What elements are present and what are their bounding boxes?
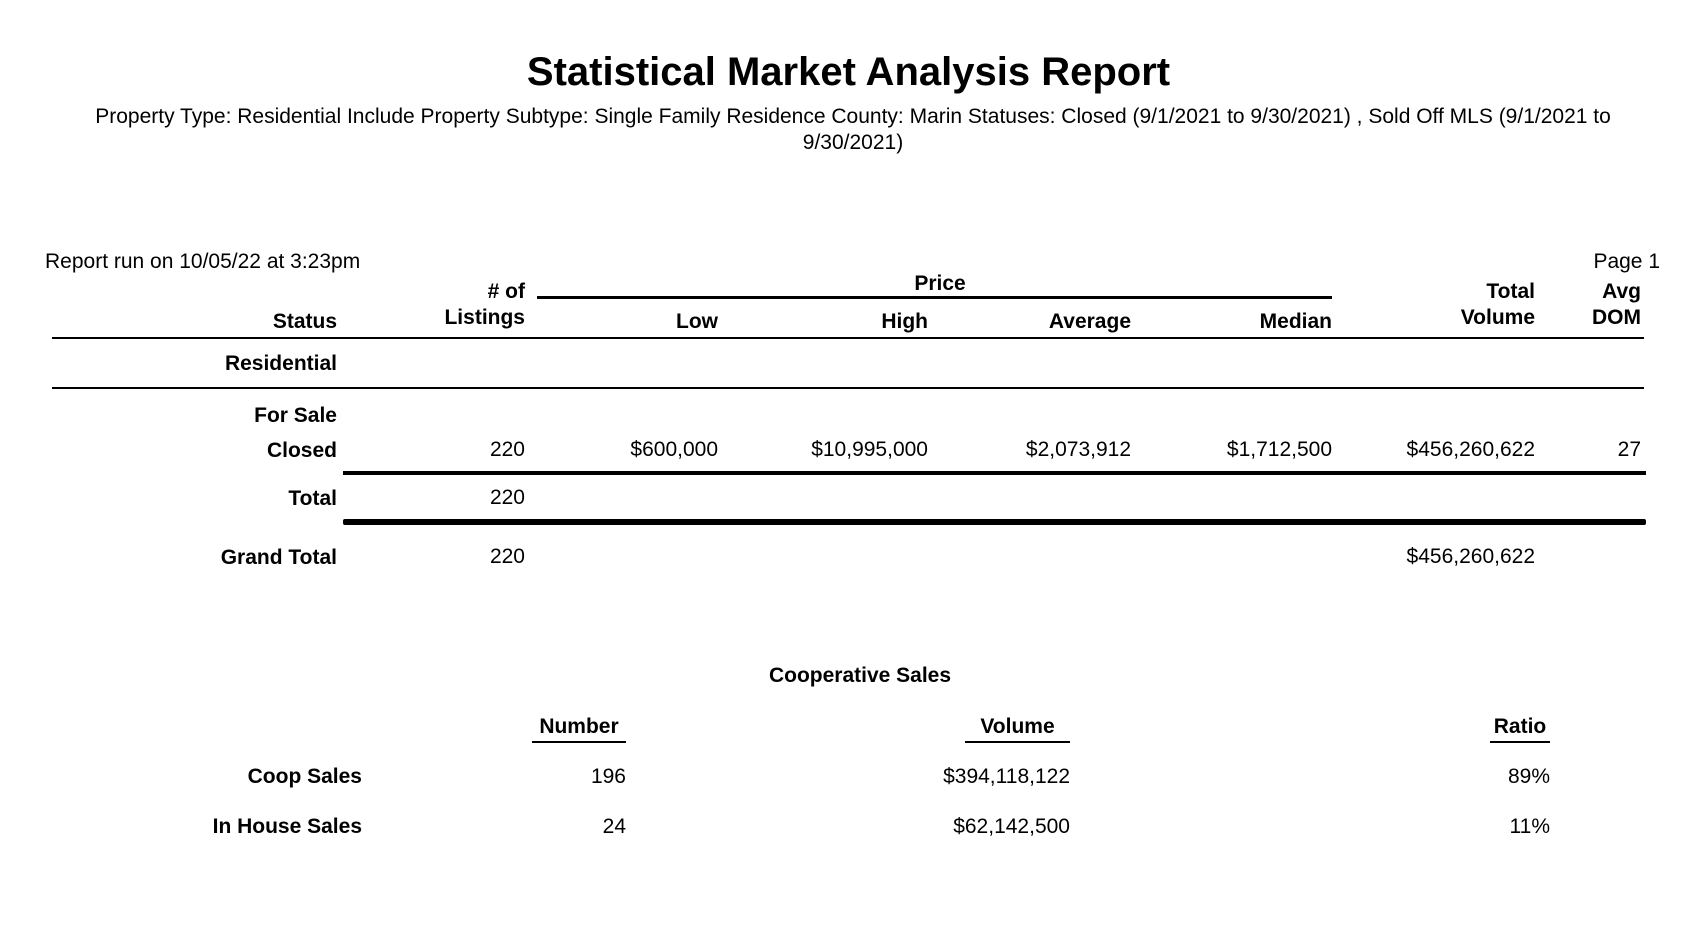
cell-average: $2,073,912 bbox=[1025, 438, 1131, 461]
header-total-line2: Volume bbox=[1460, 306, 1535, 329]
coop-row-number: 24 bbox=[602, 815, 626, 838]
header-dom-line2: DOM bbox=[1592, 306, 1641, 329]
cell-listings: 220 bbox=[489, 438, 525, 461]
header-average: Average bbox=[1048, 310, 1131, 333]
header-dom-line1: Avg bbox=[1602, 280, 1641, 303]
header-low: Low bbox=[676, 310, 718, 333]
total-rule bbox=[343, 519, 1646, 525]
coop-row-label: In House Sales bbox=[212, 815, 362, 838]
coop-row-ratio: 11% bbox=[1509, 815, 1550, 838]
header-listings-line2: Listings bbox=[444, 306, 525, 329]
report-run-date: Report run on 10/05/22 at 3:23pm bbox=[45, 250, 361, 273]
coop-header-number: Number bbox=[539, 715, 619, 738]
subtotal-rule bbox=[343, 471, 1646, 475]
coop-row-label: Coop Sales bbox=[247, 765, 362, 788]
group-underline bbox=[52, 387, 1644, 389]
report-criteria: Property Type: Residential Include Property Subtype: Single Family Residence County: Marin Statuses: Closed (9/1/2021 to 9/30/2021) , Sold Off MLS (9/1/2021 to 9/30/2021) bbox=[95, 105, 1611, 154]
coop-title: Cooperative Sales bbox=[768, 664, 952, 687]
cell-listings: 220 bbox=[489, 486, 525, 509]
header-status: Status bbox=[272, 310, 337, 333]
header-high: High bbox=[881, 310, 928, 333]
coop-row-ratio: 89% bbox=[1507, 765, 1550, 788]
cell-low: $600,000 bbox=[630, 438, 718, 461]
row-label: Grand Total bbox=[220, 546, 337, 569]
cell-high: $10,995,000 bbox=[811, 438, 928, 461]
report-title: Statistical Market Analysis Report bbox=[526, 50, 1171, 94]
coop-row-volume: $62,142,500 bbox=[953, 815, 1070, 838]
coop-ratio-underline bbox=[1490, 741, 1550, 743]
coop-header-volume: Volume bbox=[980, 715, 1055, 738]
row-label: Closed bbox=[266, 439, 337, 462]
cell-volume: $456,260,622 bbox=[1406, 438, 1535, 461]
cell-volume: $456,260,622 bbox=[1406, 545, 1535, 568]
coop-number-underline bbox=[532, 741, 626, 743]
page-number: Page 1 bbox=[1593, 250, 1660, 273]
row-label: Total bbox=[288, 487, 337, 510]
price-header-rule bbox=[537, 296, 1332, 299]
coop-header-ratio: Ratio bbox=[1493, 715, 1547, 738]
group-label: Residential bbox=[224, 352, 337, 375]
header-listings-line1: # of bbox=[487, 280, 525, 303]
coop-volume-underline bbox=[965, 741, 1070, 743]
coop-row-number: 196 bbox=[590, 765, 626, 788]
header-median: Median bbox=[1259, 310, 1332, 333]
header-price: Price bbox=[914, 272, 966, 295]
cell-dom: 27 bbox=[1617, 438, 1641, 461]
header-total-line1: Total bbox=[1486, 280, 1535, 303]
coop-row-volume: $394,118,122 bbox=[943, 765, 1070, 788]
cell-median: $1,712,500 bbox=[1226, 438, 1332, 461]
header-underline bbox=[52, 337, 1644, 339]
cell-listings: 220 bbox=[489, 545, 525, 568]
section-label: For Sale bbox=[254, 404, 337, 427]
